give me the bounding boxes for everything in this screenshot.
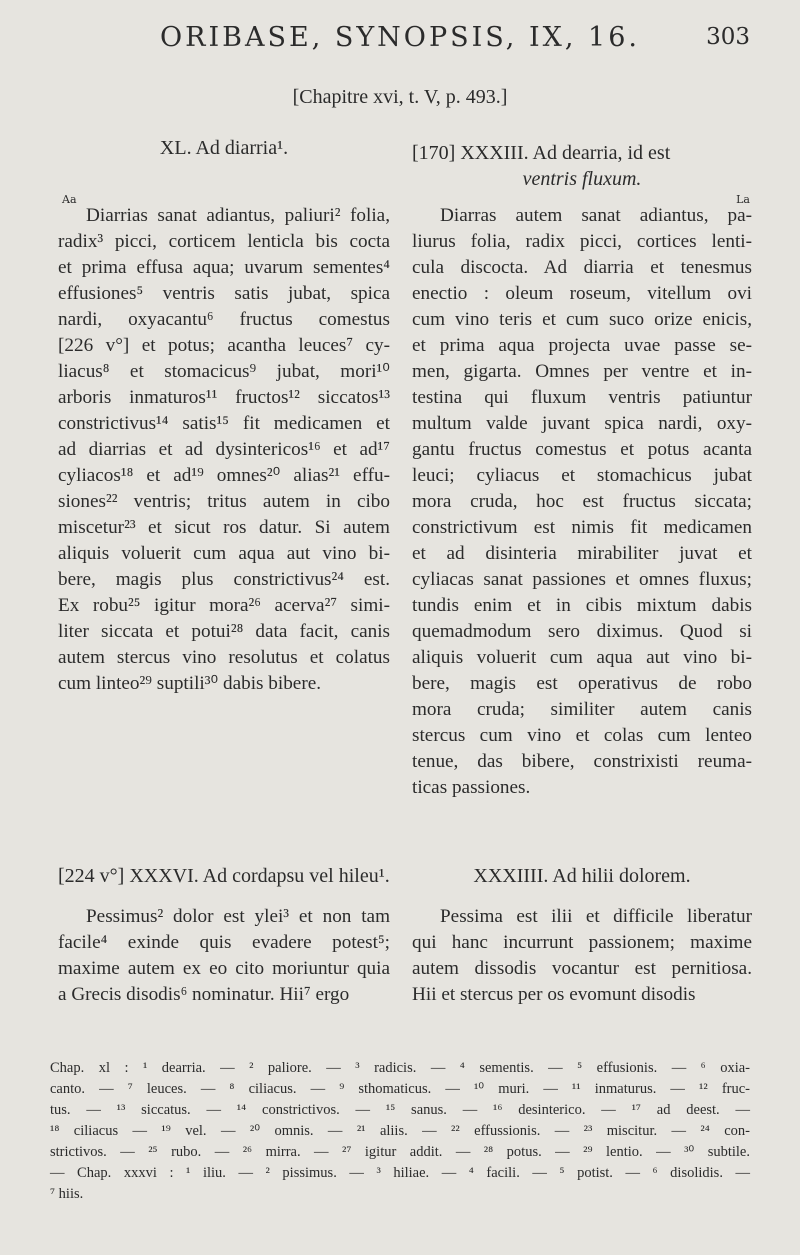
text-line: cula discocta. Ad diarria et tenesmus bbox=[412, 257, 752, 278]
text-line: a Grecis disodis⁶ nominatur. Hii⁷ ergo bbox=[58, 984, 350, 1005]
text-line: Pessima est ilii et difficile liberatur bbox=[440, 906, 752, 927]
footnote-line: Chap. xl : ¹ dearria. — ² paliore. — ³ radicis. — ⁴ sementis. — ⁵ effusionis. — ⁶ oxia- bbox=[50, 1060, 750, 1076]
text-line: arboris inmaturos¹¹ fructos¹² siccatos¹³ bbox=[58, 387, 390, 408]
siglum-right: La bbox=[736, 193, 750, 206]
text-line: qui hanc incurrunt passionem; maxime bbox=[412, 932, 752, 953]
text-line: multum valde juvant spica nardi, oxy- bbox=[412, 413, 752, 434]
text-line: men, gigarta. Omnes per ventre et in- bbox=[412, 361, 752, 382]
text-line: gantu fructus comestus et potus acanta bbox=[412, 439, 752, 460]
text-line: enectio : oleum roseum, vitellum ovi bbox=[412, 283, 752, 304]
siglum-left: Aa bbox=[62, 193, 77, 206]
text-line: ticas passiones. bbox=[412, 777, 531, 798]
text-line: effusiones⁵ ventris satis jubat, spica bbox=[58, 283, 390, 304]
text-line: Hii et stercus per os evomunt disodis bbox=[412, 984, 696, 1005]
section-heading-xxxiii-line2: ventris fluxum. bbox=[522, 168, 642, 190]
text-line: maxime autem ex eo cito moriuntur quia bbox=[58, 958, 390, 979]
footnote-line: canto. — ⁷ leuces. — ⁸ ciliacus. — ⁹ sthomaticus. — ¹⁰ muri. — ¹¹ inmaturus. — ¹² fruc- bbox=[50, 1081, 750, 1097]
text-line: liter siccata et potui²⁸ data facit, canis bbox=[58, 621, 390, 642]
text-line: stercus cum vino et colas cum lenteo bbox=[412, 725, 752, 746]
text-line: Diarrias sanat adiantus, paliuri² folia, bbox=[86, 205, 390, 226]
text-line: constrictivum est nimis fit medicamen bbox=[412, 517, 752, 538]
running-title: ORIBASE, SYNOPSIS, IX, 16. bbox=[160, 22, 640, 53]
text-line: cum vino teris et cum suco orize enicis, bbox=[412, 309, 752, 330]
text-line: Pessimus² dolor est ylei³ et non tam bbox=[86, 906, 390, 927]
text-line: et ad disinteria mirabiliter juvat et bbox=[412, 543, 752, 564]
text-line: bere, magis est operativus de robo bbox=[412, 673, 752, 694]
text-line: cum linteo²⁹ suptili³⁰ dabis bibere. bbox=[58, 673, 322, 694]
section-heading-xxxiiii: XXXIIII. Ad hilii dolorem. bbox=[473, 865, 691, 887]
section-heading-xxxvi: [224 v°] XXXVI. Ad cordapsu vel hileu¹. bbox=[58, 865, 390, 887]
text-line: testina qui fluxum ventris patiuntur bbox=[412, 387, 752, 408]
text-line: cyliacas sanat passiones et omnes fluxus; bbox=[412, 569, 752, 590]
text-line: et prima aqua projecta uvae passe se- bbox=[412, 335, 752, 356]
text-line: quemadmodum sero diximus. Quod si bbox=[412, 621, 752, 642]
text-line: autem stercus vino resolutus et colatus bbox=[58, 647, 390, 668]
section-body-xxxiii bbox=[412, 203, 752, 801]
text-line: facile⁴ exinde quis evadere potest⁵; bbox=[58, 932, 390, 953]
text-line: leuci; cyliacus et stomachicus jubat bbox=[412, 465, 752, 486]
section-body-xxxvi bbox=[58, 904, 390, 1008]
text-line: tenue, das bibere, constrixisti reuma- bbox=[412, 751, 752, 772]
footnote-line: strictivos. — ²⁵ rubo. — ²⁶ mirra. — ²⁷ igitur addit. — ²⁸ potus. — ²⁹ lentio. — ³⁰ subtile. bbox=[50, 1144, 750, 1160]
section-heading-xl: XL. Ad diarria¹. bbox=[159, 137, 289, 159]
footnote-line: ¹⁸ ciliacus — ¹⁹ vel. — ²⁰ omnis. — ²¹ aliis. — ²² effussionis. — ²³ miscitur. — ²⁴ con- bbox=[50, 1123, 750, 1139]
text-line: miscetur²³ et sicut ros datur. Si autem bbox=[58, 517, 390, 538]
left-column-section-xxxvi bbox=[58, 863, 390, 889]
footnote-line: tus. — ¹³ siccatus. — ¹⁴ constrictivos. — ¹⁵ sanus. — ¹⁶ desinterico. — ¹⁷ ad deest. — bbox=[50, 1102, 750, 1118]
text-line: constrictivus¹⁴ satis¹⁵ fit medicamen et bbox=[58, 413, 390, 434]
chapter-reference: [Chapitre xvi, t. V, p. 493.] bbox=[292, 86, 508, 108]
text-line: autem dissodis vocantur est pernitiosa. bbox=[412, 958, 752, 979]
text-line: siones²² ventris; tritus autem in cibo bbox=[58, 491, 390, 512]
page-number: 303 bbox=[706, 24, 750, 50]
text-line: radix³ picci, corticem lenticla bis cocta bbox=[58, 231, 390, 252]
section-body-xxxiiii bbox=[412, 904, 752, 1008]
text-line: Diarras autem sanat adiantus, pa- bbox=[440, 205, 752, 226]
text-line: aliquis voluerit cum aqua aut vino bi- bbox=[58, 543, 390, 564]
section-body-xl bbox=[58, 203, 390, 697]
text-line: Ex robu²⁵ igitur mora²⁶ acerva²⁷ simi- bbox=[58, 595, 390, 616]
text-line: liacus⁸ et stomacicus⁹ jubat, mori¹⁰ bbox=[58, 361, 390, 382]
text-line: nardi, oxyacantu⁶ fructus comestus bbox=[58, 309, 390, 330]
text-line: et prima effusa aqua; uvarum sementes⁴ bbox=[58, 257, 390, 278]
footnote-line: — Chap. xxxvi : ¹ iliu. — ² pissimus. — ³ hiliae. — ⁴ facili. — ⁵ potist. — ⁶ disolidis. — bbox=[50, 1165, 750, 1181]
right-column-section-xxxiii bbox=[412, 140, 752, 192]
text-line: ad diarrias et ad dysintericos¹⁶ et ad¹⁷ bbox=[58, 439, 390, 460]
section-heading-xxxiii-line1: [170] XXXIII. Ad dearria, id est bbox=[412, 142, 671, 164]
left-column-section-xl bbox=[58, 135, 390, 161]
right-column-section-xxxiiii bbox=[412, 863, 752, 889]
text-line: aliquis voluerit cum aqua aut vino bi- bbox=[412, 647, 752, 668]
text-line: bere, magis plus constrictivus²⁴ est. bbox=[58, 569, 390, 590]
footnote-line: ⁷ hiis. bbox=[50, 1186, 84, 1202]
text-line: mora cruda, hoc est fructus siccata; bbox=[412, 491, 752, 512]
text-line: mora cruda; similiter autem canis bbox=[412, 699, 752, 720]
text-line: tundis enim et in cibis mixtum dabis bbox=[412, 595, 752, 616]
text-line: liurus folia, radix picci, cortices lenti- bbox=[412, 231, 752, 252]
footnotes bbox=[50, 1058, 750, 1205]
text-line: cyliacos¹⁸ et ad¹⁹ omnes²⁰ alias²¹ effu- bbox=[58, 465, 390, 486]
running-head bbox=[0, 22, 800, 62]
text-line: [226 v°] et potus; acantha leuces⁷ cy- bbox=[58, 335, 390, 356]
